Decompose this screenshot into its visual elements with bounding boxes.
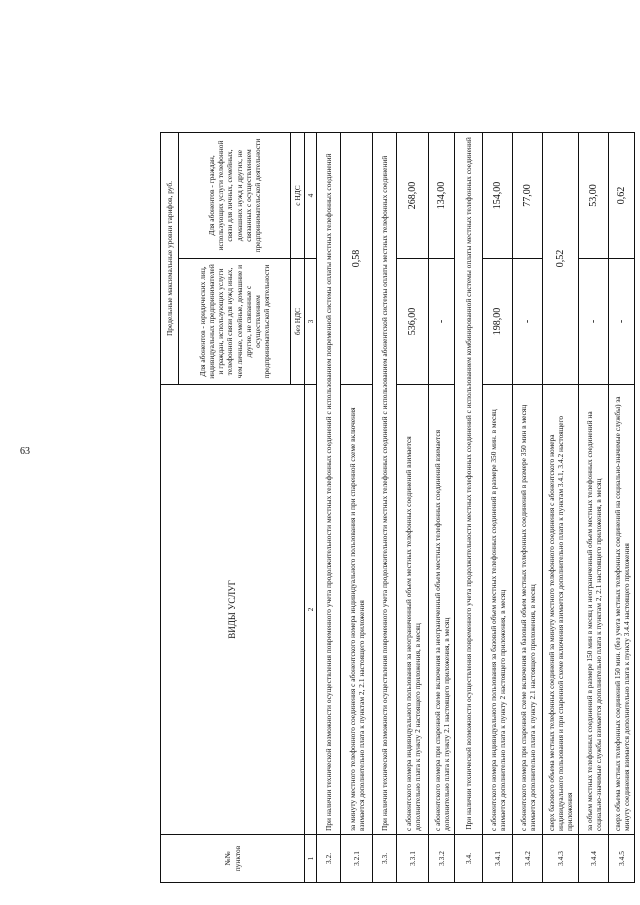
tariff-value-with-vat: 77,00 [513,133,543,259]
table-row [513,133,543,883]
tariff-value-without-vat: - [579,259,609,385]
row-number: 3.3. [373,835,397,883]
tariff-value-without-vat: - [513,259,543,385]
header-col-tariffs: Предельные максимальные уровни тарифов, руб. [161,133,179,385]
tariff-table-sheet [160,133,630,883]
service-description: сверх базового объема местных телефонных соединений за минуту местного телефонного соединения с абонентского номера индивидуального пользования и при спаренной схеме включения взимается дополнительно плата к пунктам 3.4.1, 3.4.2 настоящего приложения [543,385,579,835]
tariff-value-without-vat: - [609,259,635,385]
tariff-value-with-vat: 134,00 [429,133,455,259]
row-number: 3.3.2 [429,835,455,883]
header-col-no: №№ пунктов [161,835,305,883]
page-number: 63 [20,446,30,457]
service-description: за минуту местного телефонного соединения с абонентского номера индивидуального пользования и при спаренной схеме включения взимается дополнительно плата к пунктам 2, 2.1 настоящего приложения [341,385,373,835]
section-heading: При наличии технической возможности осуществления повременного учета продолжительности местных телефонных соединений с использованием абонентской системы оплаты местных телефонных соединений [373,133,397,835]
service-description: с абонентского номера при спаренной схеме включения за неограниченный объем местных телефонных соединений взимается дополнительно плата к пункту 2.1 настоящего приложения, в месяц [429,385,455,835]
row-number: 3.4.3 [543,835,579,883]
row-number: 3.3.1 [397,835,429,883]
section-heading: При наличии технической возможности осуществления повременного учета продолжительности местных телефонных соединений с использованием комбинированной системы оплаты местных телефонных соединений [455,133,483,835]
tariff-table [160,132,635,883]
header-legal-entities: Для абонентов - юридических лиц, индивидуальных предпринимателей и граждан, использующих услуги телефонной связи для нужд иных, чем личные, семейные, домашние и другие, не связанные с осуществлением предпринимательской деятельности [179,259,291,385]
table-row [609,133,635,883]
header-col-services: ВИДЫ УСЛУГ [161,385,305,835]
tariff-value-without-vat: 198,00 [483,259,513,385]
header-index-4: 4 [305,133,317,259]
service-description: сверх объема местных телефонных соединений 150 мин. (без учета местных телефонных соединений на социально-значимые службы) за минуту соединения взимается дополнительно плата к пункту 3.4.4 настоящего приложения [609,385,635,835]
service-description: с абонентского номера индивидуального пользования за неограниченный объем местных телефонных соединений взимается дополнительно плата к пункту 2 настоящего приложения, в месяц [397,385,429,835]
table-row [483,133,513,883]
tariff-value-without-vat: - [429,259,455,385]
table-row [429,133,455,883]
row-number: 3.2.1 [341,835,373,883]
row-number: 3.4.2 [513,835,543,883]
table-row [317,133,341,883]
tariff-value-with-vat: 154,00 [483,133,513,259]
table-row [579,133,609,883]
table-row [341,133,373,883]
service-description: с абонентского номера индивидуального пользования за базовый объем местных телефонных соединений в размере 350 мин. в месяц взимается дополнительно плата к пункту 2 настоящего приложения, в месяц [483,385,513,835]
row-number: 3.4.1 [483,835,513,883]
row-number: 3.4. [455,835,483,883]
table-row [373,133,397,883]
service-description: за объем местных телефонных соединений в размере 150 мин в месяц и неограниченный объем местных телефонных соединений на социально-значимые службы взимается дополнительно плата к пунктам 2, 2.1 настоящего приложения, в месяц [579,385,609,835]
header-vat-excluded: без НДС [291,259,305,385]
row-number: 3.4.5 [609,835,635,883]
header-index-1: 1 [305,835,317,883]
service-description: с абонентского номера при спаренной схеме включения за базовый объем местных телефонных соединений в размере 350 мин в месяц взимается дополнительно плата к пункту 2.1 настоящего приложения, в месяц [513,385,543,835]
header-citizens: Для абонентов - граждан, использующих услуги телефонной связи для личных, семейных, домашних нужд и других, не связанных с осуществлением предпринимательской деятельности [179,133,291,259]
header-vat-included: с НДС [291,133,305,259]
row-number: 3.2. [317,835,341,883]
tariff-value-with-vat: 53,00 [579,133,609,259]
section-heading: При наличии технической возможности осуществления повременного учета продолжительности местных телефонных соединений с использованием повременной системы оплаты местных телефонных соединений [317,133,341,835]
table-row [397,133,429,883]
row-number: 3.4.4 [579,835,609,883]
table-row [543,133,579,883]
tariff-value-merged: 0,58 [341,133,373,385]
tariff-value-with-vat: 0,62 [609,133,635,259]
header-index-2: 2 [305,385,317,835]
header-index-3: 3 [305,259,317,385]
table-row [455,133,483,883]
tariff-value-merged: 0,52 [543,133,579,385]
tariff-value-with-vat: 268,00 [397,133,429,259]
tariff-value-without-vat: 536,00 [397,259,429,385]
